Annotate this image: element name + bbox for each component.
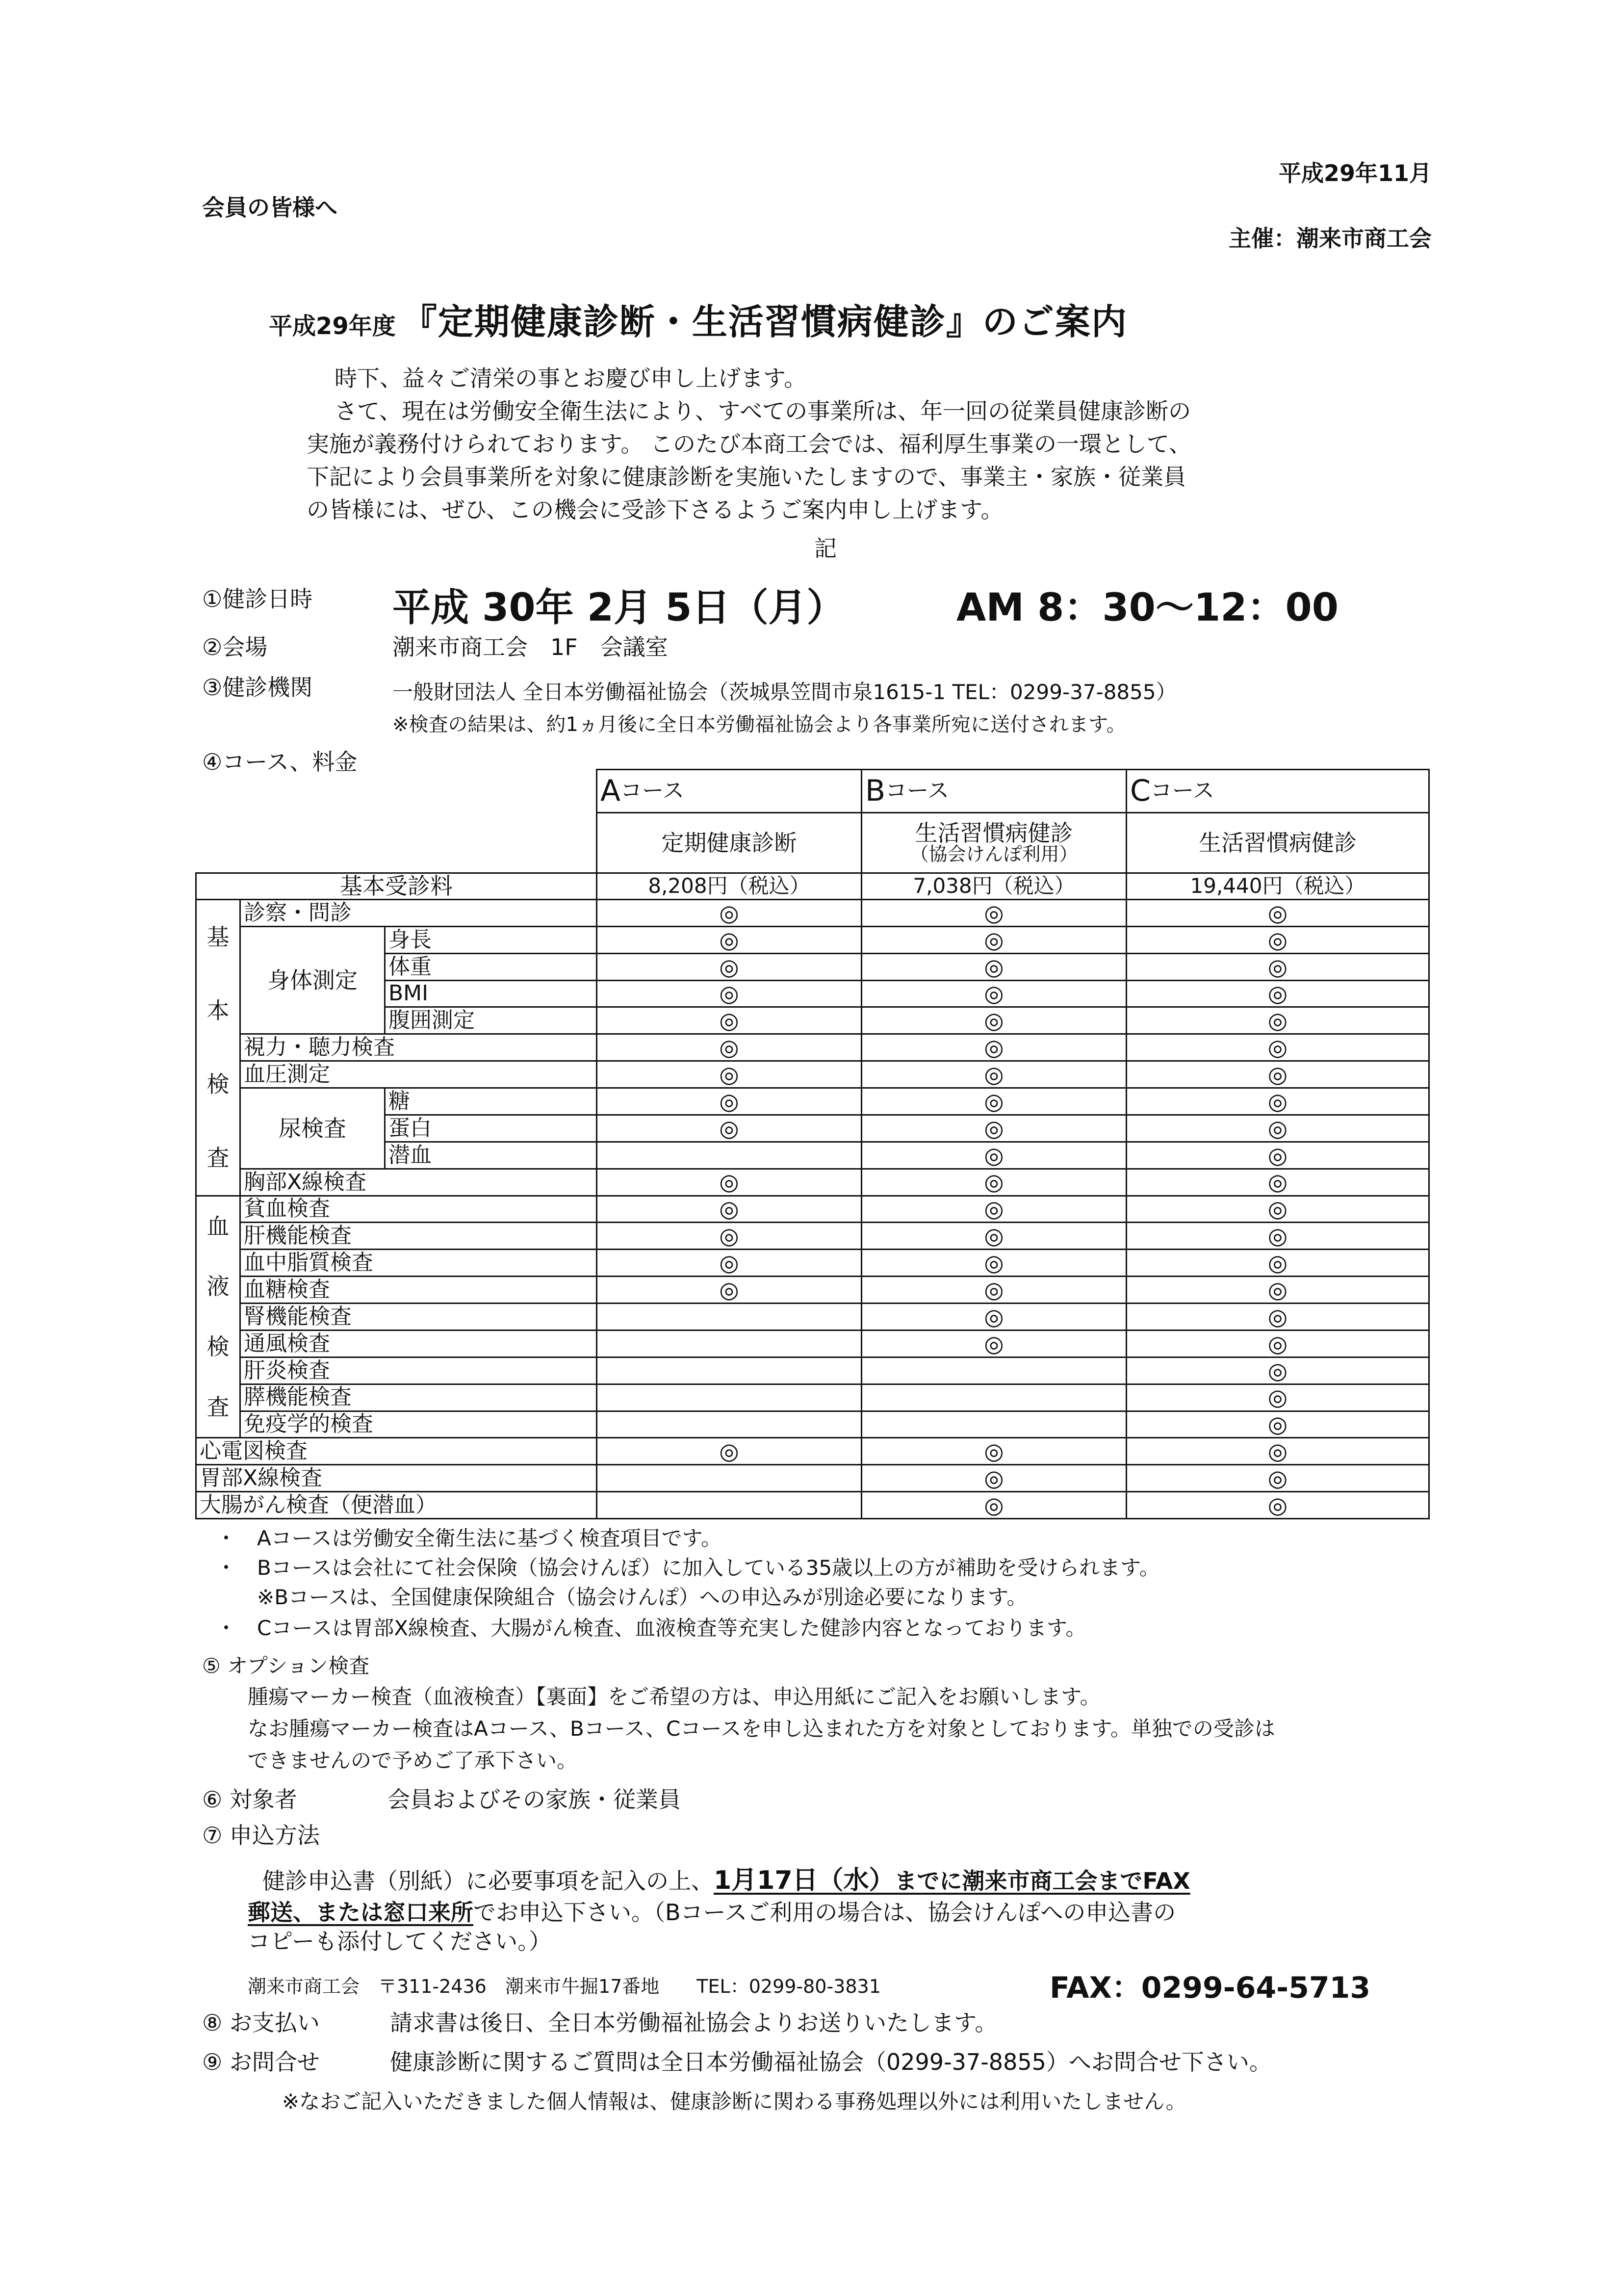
exam-item: 貧血検査 <box>244 1196 330 1222</box>
double-circle-icon: ◎ <box>984 1088 1004 1115</box>
exam-item: 心電図検査 <box>200 1438 308 1464</box>
double-circle-icon: ◎ <box>1267 1438 1288 1465</box>
mark-cell-b <box>861 1033 1127 1062</box>
exam-item: BMI <box>388 981 429 1006</box>
mark-cell-a <box>596 1437 862 1465</box>
course-subname: （協会けんぽ利用） <box>910 843 1078 865</box>
org-value: 一般財団法人 全日本労働福祉協会（茨城県笠間市泉1615-1 TEL：0299-37-8855） <box>392 680 1177 704</box>
double-circle-icon: ◎ <box>984 1330 1004 1357</box>
page-title <box>269 293 1128 344</box>
double-circle-icon: ◎ <box>719 1196 739 1223</box>
double-circle-icon: ◎ <box>1267 1276 1288 1303</box>
subgroup-label: 尿検査 <box>279 1115 346 1142</box>
mark-cell-b <box>861 1330 1127 1358</box>
exam-item: 糖 <box>388 1088 410 1114</box>
group-blood-exam <box>195 1195 241 1439</box>
table-row-label <box>239 1357 597 1385</box>
double-circle-icon: ◎ <box>1267 1169 1288 1196</box>
fee-label-cell <box>195 872 597 900</box>
group-char: 血 <box>206 1213 230 1240</box>
mark-cell-c <box>1126 1033 1430 1062</box>
organizer: 主催：潮来市商工会 <box>1229 225 1432 252</box>
mark-cell-a <box>596 1410 862 1439</box>
mark-cell-b <box>861 1437 1127 1465</box>
double-circle-icon: ◎ <box>719 953 739 980</box>
group-basic-exam <box>195 899 241 1197</box>
apply-method: 郵送、または窓口来所 <box>248 1899 473 1926</box>
mark-cell-b <box>861 1303 1127 1331</box>
table-row-label <box>239 1303 597 1331</box>
mark-cell-a <box>596 1464 862 1492</box>
double-circle-icon: ◎ <box>984 1276 1004 1303</box>
exam-item: 肝炎検査 <box>244 1357 330 1383</box>
mark-cell-a <box>596 1330 862 1358</box>
double-circle-icon: ◎ <box>719 926 739 953</box>
org-label: ③健診機関 <box>202 674 313 701</box>
double-circle-icon: ◎ <box>719 899 739 926</box>
double-circle-icon: ◎ <box>984 980 1004 1007</box>
table-row-label <box>239 1195 597 1224</box>
double-circle-icon: ◎ <box>1267 953 1288 980</box>
fee-value: 8,208円（税込） <box>648 874 810 898</box>
mark-cell-c <box>1126 1114 1430 1143</box>
mark-cell-a <box>596 1141 862 1170</box>
double-circle-icon: ◎ <box>984 1169 1004 1196</box>
mark-cell-c <box>1126 1168 1430 1197</box>
course-name-cell <box>596 812 862 874</box>
mark-cell-b <box>861 926 1127 954</box>
contact-address: 潮来市商工会 〒311-2436 潮来市牛掘17番地 TEL：0299-80-3831 <box>248 1976 881 1997</box>
table-row-label <box>195 1437 597 1465</box>
mark-cell-c <box>1126 1410 1430 1439</box>
inquiry-value: 健康診断に関するご質問は全日本労働福祉協会（0299-37-8855）へお問合せ下さい。 <box>390 2049 1272 2075</box>
apply-text: でお申込下さい。（Bコースご利用の場合は、協会けんぽへの申込書の <box>473 1899 1176 1926</box>
double-circle-icon: ◎ <box>1267 1142 1288 1169</box>
course-fee <box>1126 872 1430 900</box>
title-main: 『定期健康診断・生活習慣病健診』のご案内 <box>401 301 1128 342</box>
mark-cell-c <box>1126 1141 1430 1170</box>
date-label: ①健診日時 <box>202 586 313 612</box>
course-letter: A <box>600 774 621 808</box>
double-circle-icon: ◎ <box>719 1115 739 1142</box>
group-char: 検 <box>206 1333 230 1360</box>
double-circle-icon: ◎ <box>984 1491 1004 1518</box>
mark-cell-b <box>861 953 1127 981</box>
double-circle-icon: ◎ <box>1267 1303 1288 1330</box>
apply-label: ⑦ 申込方法 <box>202 1822 320 1849</box>
apply-line <box>248 1895 1176 1927</box>
table-row-label <box>195 1491 597 1519</box>
exam-item: 膵機能検査 <box>244 1384 352 1410</box>
apply-line: コピーも添付してください。） <box>248 1928 552 1955</box>
mark-cell-c <box>1126 1195 1430 1224</box>
deadline: 1月17日（水） <box>714 1866 895 1895</box>
mark-cell-b <box>861 1383 1127 1412</box>
table-row-label <box>239 1383 597 1412</box>
double-circle-icon: ◎ <box>984 1142 1004 1169</box>
mark-cell-c <box>1126 980 1430 1008</box>
mark-cell-a <box>596 1357 862 1385</box>
double-circle-icon: ◎ <box>1267 1223 1288 1250</box>
mark-cell-c <box>1126 1383 1430 1412</box>
course-header <box>1126 769 1430 813</box>
mark-cell-c <box>1126 1276 1430 1304</box>
double-circle-icon: ◎ <box>984 1303 1004 1330</box>
table-row-label <box>384 1006 597 1035</box>
mark-cell-a <box>596 1168 862 1197</box>
mark-cell-a <box>596 1276 862 1304</box>
mark-cell-a <box>596 980 862 1008</box>
mark-cell-b <box>861 1087 1127 1116</box>
option-line: なお腫瘍マーカー検査はAコース、Bコース、Cコースを申し込まれた方を対象としております。単独での受診は <box>248 1717 1275 1741</box>
exam-date: 平成 30年 2月 5日（月） <box>392 586 845 630</box>
apply-text: 健診申込書（別紙）に必要事項を記入の上、 <box>262 1868 714 1894</box>
mark-cell-b <box>861 1276 1127 1304</box>
target-value: 会員およびその家族・従業員 <box>387 1786 681 1813</box>
exam-item: 腹囲測定 <box>388 1008 475 1033</box>
mark-cell-a <box>596 1195 862 1224</box>
mark-cell-c <box>1126 899 1430 927</box>
double-circle-icon: ◎ <box>719 1088 739 1115</box>
mark-cell-c <box>1126 1006 1430 1035</box>
mark-cell-a <box>596 1087 862 1116</box>
mark-cell-c <box>1126 1222 1430 1250</box>
double-circle-icon: ◎ <box>1267 1411 1288 1438</box>
course-name: 生活習慣病健診 <box>915 819 1073 846</box>
exam-item: 通風検査 <box>244 1331 330 1356</box>
double-circle-icon: ◎ <box>719 1034 739 1061</box>
double-circle-icon: ◎ <box>1267 1330 1288 1357</box>
fax-number: FAX：0299-64-5713 <box>1050 1971 1371 2005</box>
table-row-label <box>384 1141 597 1170</box>
option-label: ⑤ オプション検査 <box>202 1654 370 1678</box>
double-circle-icon: ◎ <box>1267 1357 1288 1384</box>
mark-cell-c <box>1126 1464 1430 1492</box>
exam-item: 身長 <box>388 927 432 952</box>
subgroup-body <box>239 926 386 1035</box>
mark-cell-b <box>861 1168 1127 1197</box>
exam-item: 胸部X線検査 <box>244 1169 367 1195</box>
course-letter: C <box>1130 774 1151 808</box>
double-circle-icon: ◎ <box>984 1465 1004 1492</box>
table-row-label <box>239 1410 597 1439</box>
fee-value: 19,440円（税込） <box>1190 874 1365 898</box>
mark-cell-b <box>861 1195 1127 1224</box>
double-circle-icon: ◎ <box>984 1034 1004 1061</box>
double-circle-icon: ◎ <box>1267 1061 1288 1088</box>
group-label <box>207 1197 230 1437</box>
double-circle-icon: ◎ <box>984 1061 1004 1088</box>
exam-item: 血糖検査 <box>244 1277 330 1302</box>
venue-label: ②会場 <box>202 634 268 660</box>
double-circle-icon: ◎ <box>1267 1088 1288 1115</box>
course-suffix: コース <box>885 778 949 804</box>
note-line: ・ Aコースは労働安全衛生法に基づく検査項目です。 <box>216 1526 722 1550</box>
exam-item: 腎機能検査 <box>244 1304 352 1329</box>
mark-cell-a <box>596 1249 862 1277</box>
course-label: ④コース、料金 <box>202 749 358 775</box>
double-circle-icon: ◎ <box>719 1223 739 1250</box>
course-table <box>195 769 1428 1518</box>
exam-item: 大腸がん検査（便潜血） <box>200 1492 437 1517</box>
double-circle-icon: ◎ <box>984 953 1004 980</box>
table-row-label <box>384 926 597 954</box>
table-row-label <box>239 1330 597 1358</box>
double-circle-icon: ◎ <box>1267 980 1288 1007</box>
mark-cell-b <box>861 1060 1127 1089</box>
table-row-label <box>239 1033 597 1062</box>
group-char: 査 <box>206 1393 230 1420</box>
group-char: 本 <box>206 997 230 1024</box>
double-circle-icon: ◎ <box>719 1438 739 1465</box>
mark-cell-b <box>861 1410 1127 1439</box>
double-circle-icon: ◎ <box>1267 1250 1288 1277</box>
double-circle-icon: ◎ <box>1267 926 1288 953</box>
issue-date: 平成29年11月 <box>1278 160 1432 186</box>
double-circle-icon: ◎ <box>1267 899 1288 926</box>
mark-cell-a <box>596 953 862 981</box>
mark-cell-a <box>596 1006 862 1035</box>
double-circle-icon: ◎ <box>719 1169 739 1196</box>
apply-destination: までに潮来市商工会までFAX <box>894 1868 1190 1894</box>
mark-cell-c <box>1126 1060 1430 1089</box>
double-circle-icon: ◎ <box>1267 1491 1288 1518</box>
mark-cell-c <box>1126 926 1430 954</box>
privacy-note: ※なおご記入いただきました個人情報は、健康診断に関わる事務処理以外には利用いたしません。 <box>282 2089 1186 2113</box>
double-circle-icon: ◎ <box>984 1196 1004 1223</box>
fee-label: 基本受診料 <box>340 873 453 900</box>
exam-item: 診察・問診 <box>244 900 352 925</box>
exam-item: 体重 <box>388 954 432 979</box>
group-char: 液 <box>206 1273 230 1300</box>
table-row-label <box>384 1087 597 1116</box>
double-circle-icon: ◎ <box>719 1061 739 1088</box>
exam-item: 蛋白 <box>388 1115 432 1141</box>
group-char: 基 <box>206 923 230 950</box>
course-fee <box>596 872 862 900</box>
course-name: 生活習慣病健診 <box>1199 829 1357 856</box>
mark-cell-b <box>861 1464 1127 1492</box>
venue-value: 潮来市商工会 1F 会議室 <box>392 634 668 660</box>
course-name: 定期健康診断 <box>661 829 797 856</box>
double-circle-icon: ◎ <box>984 1007 1004 1034</box>
double-circle-icon: ◎ <box>984 926 1004 953</box>
table-row-label <box>239 1060 597 1089</box>
mark-cell-b <box>861 1222 1127 1250</box>
table-row-label <box>384 953 597 981</box>
table-row-label <box>239 1222 597 1250</box>
payment-value: 請求書は後日、全日本労働福祉協会よりお送りいたします。 <box>390 2009 998 2036</box>
double-circle-icon: ◎ <box>984 1115 1004 1142</box>
course-header <box>596 769 862 813</box>
intro-line: の皆様には、ぜひ、この機会に受診下さるようご案内申し上げます。 <box>307 496 1004 523</box>
exam-item: 視力・聴力検査 <box>244 1035 395 1060</box>
double-circle-icon: ◎ <box>719 1250 739 1277</box>
mark-cell-b <box>861 1114 1127 1143</box>
double-circle-icon: ◎ <box>1267 1115 1288 1142</box>
mark-cell-c <box>1126 1249 1430 1277</box>
double-circle-icon: ◎ <box>984 1250 1004 1277</box>
double-circle-icon: ◎ <box>1267 1034 1288 1061</box>
exam-item: 血中脂質検査 <box>244 1250 373 1276</box>
course-letter: B <box>865 774 886 808</box>
option-line: できませんので予めご了承下さい。 <box>248 1748 578 1773</box>
double-circle-icon: ◎ <box>1267 1007 1288 1034</box>
intro-line: 下記により会員事業所を対象に健康診断を実施いたしますので、事業主・家族・従業員 <box>307 464 1186 490</box>
group-char: 査 <box>206 1145 230 1172</box>
mark-cell-c <box>1126 1303 1430 1331</box>
mark-cell-a <box>596 899 862 927</box>
note-line: ・ Bコースは会社にて社会保険（協会けんぽ）に加入している35歳以上の方が補助を受けられます。 <box>216 1556 1160 1580</box>
mark-cell-b <box>861 1491 1127 1519</box>
payment-label: ⑧ お支払い <box>202 2009 320 2036</box>
table-row-label <box>239 1276 597 1304</box>
mark-cell-c <box>1126 1437 1430 1465</box>
table-row-label <box>384 980 597 1008</box>
table-row-label <box>239 1249 597 1277</box>
mark-cell-c <box>1126 1357 1430 1385</box>
fee-value: 7,038円（税込） <box>913 874 1075 898</box>
mark-cell-a <box>596 1491 862 1519</box>
mark-cell-c <box>1126 953 1430 981</box>
course-header <box>861 769 1127 813</box>
exam-item: 血圧測定 <box>244 1062 330 1087</box>
intro-line: さて、現在は労働安全衛生法により、すべての事業所は、年一回の従業員健康診断の <box>335 398 1191 424</box>
org-note: ※検査の結果は、約1ヵ月後に全日本労働福祉協会より各事業所宛に送付されます。 <box>392 713 1126 736</box>
inquiry-label: ⑨ お問合せ <box>202 2049 320 2075</box>
mark-cell-a <box>596 1383 862 1412</box>
group-char: 検 <box>206 1071 230 1098</box>
table-row-label <box>384 1114 597 1143</box>
mark-cell-a <box>596 926 862 954</box>
course-suffix: コース <box>1150 778 1214 804</box>
mark-cell-b <box>861 1006 1127 1035</box>
mark-cell-b <box>861 1357 1127 1385</box>
ki-mark: 記 <box>814 535 837 562</box>
target-label: ⑥ 対象者 <box>202 1786 297 1813</box>
exam-item: 潜血 <box>388 1142 432 1168</box>
intro-line: 実施が義務付けられております。 このたび本商工会では、福利厚生事業の一環として、 <box>307 431 1192 457</box>
note-line: ・ Cコースは胃部X線検査、大腸がん検査、血液検査等充実した健診内容となっております。 <box>216 1616 1086 1640</box>
double-circle-icon: ◎ <box>1267 1384 1288 1411</box>
addressee: 会員の皆様へ <box>202 194 337 221</box>
double-circle-icon: ◎ <box>984 1438 1004 1465</box>
mark-cell-a <box>596 1114 862 1143</box>
course-fee <box>861 872 1127 900</box>
subgroup-label: 身体測定 <box>267 966 358 993</box>
mark-cell-b <box>861 899 1127 927</box>
intro-line: 時下、益々ご清栄の事とお慶び申し上げます。 <box>335 365 807 391</box>
double-circle-icon: ◎ <box>984 1223 1004 1250</box>
table-row-label <box>195 1464 597 1492</box>
double-circle-icon: ◎ <box>984 899 1004 926</box>
table-row-label <box>239 1168 597 1197</box>
exam-time: AM 8：30～12：00 <box>956 586 1339 630</box>
mark-cell-a <box>596 1222 862 1250</box>
mark-cell-c <box>1126 1087 1430 1116</box>
mark-cell-a <box>596 1060 862 1089</box>
double-circle-icon: ◎ <box>719 1007 739 1034</box>
mark-cell-a <box>596 1033 862 1062</box>
course-name-cell <box>1126 812 1430 874</box>
note-line: ※Bコースは、全国健康保険組合（協会けんぽ）への申込みが別途必要になります。 <box>216 1585 1028 1609</box>
exam-item: 肝機能検査 <box>244 1223 352 1249</box>
option-line: 腫瘍マーカー検査（血液検査）【裏面】をご希望の方は、申込用紙にご記入をお願いします。 <box>248 1685 1101 1709</box>
apply-line <box>262 1859 1190 1896</box>
double-circle-icon: ◎ <box>719 980 739 1007</box>
exam-item: 胃部X線検査 <box>200 1465 323 1491</box>
exam-item: 免疫学的検査 <box>244 1411 373 1437</box>
course-suffix: コース <box>620 778 684 804</box>
subgroup-urine <box>239 1087 386 1170</box>
course-name-cell <box>861 812 1127 874</box>
table-row-label <box>239 899 597 927</box>
mark-cell-b <box>861 980 1127 1008</box>
double-circle-icon: ◎ <box>1267 1196 1288 1223</box>
title-prefix: 平成29年度 <box>269 313 396 340</box>
group-label <box>207 900 230 1195</box>
double-circle-icon: ◎ <box>719 1276 739 1303</box>
mark-cell-c <box>1126 1330 1430 1358</box>
mark-cell-b <box>861 1249 1127 1277</box>
mark-cell-b <box>861 1141 1127 1170</box>
mark-cell-a <box>596 1303 862 1331</box>
mark-cell-c <box>1126 1491 1430 1519</box>
double-circle-icon: ◎ <box>1267 1465 1288 1492</box>
